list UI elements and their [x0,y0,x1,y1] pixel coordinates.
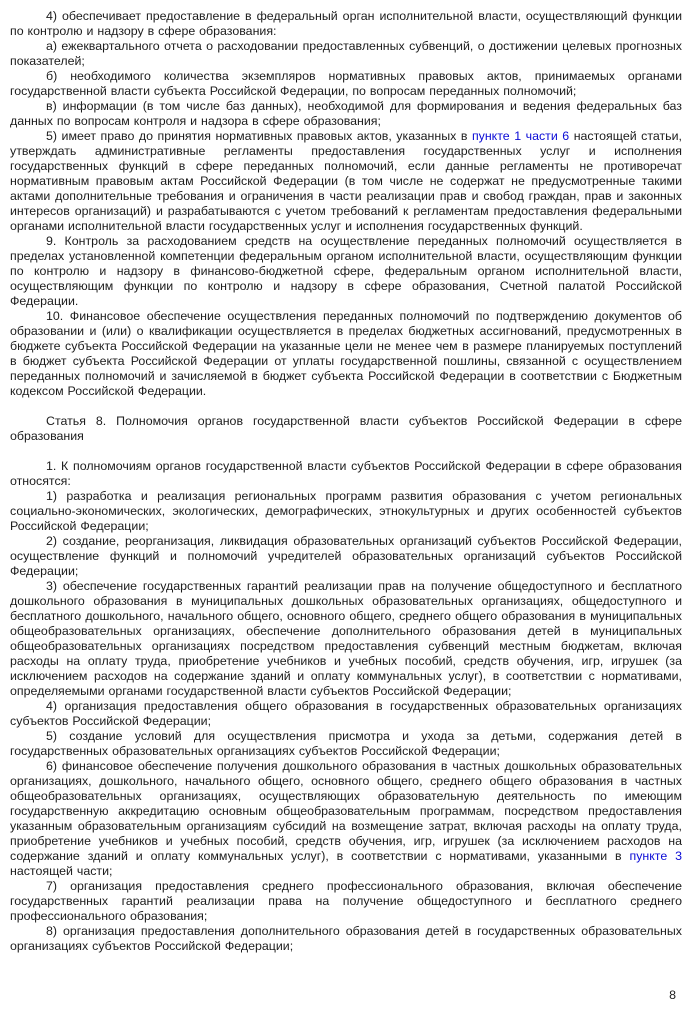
paragraph-text: настоящей части; [10,864,113,878]
paragraph-point-1: 1) разработка и реализация региональных программ развития образования с учетом региональных социально-экономических, экологических, демографических, этнокультурных и других особенностей субъектов Российской Федерации; [10,489,682,533]
paragraph-text: 6) финансовое обеспечение получения дошкольного образования в частных дошкольных образовательных организациях, дошкольного, начального общего, основного общего, среднего общего образования в частных общеобразовательных организациях, осуществляющих образовательную деятельность по имеющим государственную аккредитацию основным общеобразовательным программам, посредством предоставления указанным образовательным организациям субсидий на возмещение затрат, включая расходы на оплату труда, приобретение учебников и учебных пособий, средств обучения, игр, игрушек (за исключением расходов на содержание зданий и оплату коммунальных услуг), в соответствии с нормативами, указанными в [10,759,682,863]
paragraph-subitem-a: а) ежеквартального отчета о расходовании предоставленных субвенций, о достижении целевых прогнозных показателей; [10,39,682,68]
paragraph-subitem-v: в) информации (в том числе баз данных), необходимой для формирования и ведения федеральных баз данных по вопросам контроля и надзора в сфере образования; [10,99,682,128]
paragraph-item-10: 10. Финансовое обеспечение осуществления переданных полномочий по подтверждению документов об образовании и (или) о квалификации осуществляется в пределах бюджетных ассигнований, предусмотренных в бюджете субъекта Российской Федерации на указанные цели не менее чем в размере планируемых поступлений в бюджет субъекта Российской Федерации от уплаты государственной пошлины, связанной с осуществлением переданных полномочий и зачисляемой в бюджет субъекта Российской Федерации в соответствии с Бюджетным кодексом Российской Федерации. [10,309,682,398]
link-punkt-3[interactable]: пункте 3 [629,849,682,863]
paragraph-text: 5) имеет право до принятия нормативных правовых актов, указанных в [46,129,472,143]
paragraph-subitem-b: б) необходимого количества экземпляров нормативных правовых актов, принимаемых органами государственной власти субъекта Российской Федерации, по вопросам переданных полномочий; [10,69,682,98]
paragraph-point-6 [10,759,682,879]
paragraph-point-3: 3) обеспечение государственных гарантий реализации прав на получение общедоступного и бесплатного дошкольного образования в муниципальных дошкольных образовательных организациях, общедоступного и бесплатного дошкольного, начального общего, основного общего, среднего общего образования в муниципальных общеобразовательных организациях, обеспечение дополнительного образования детей в муниципальных общеобразовательных организациях посредством предоставления субвенций местным бюджетам, включая расходы на оплату труда, приобретение учебников и учебных пособий, средств обучения, игр, игрушек (за исключением расходов на содержание зданий и оплату коммунальных услуг), в соответствии с нормативами, определяемыми органами государственной власти субъектов Российской Федерации; [10,579,682,698]
document-page [10,9,682,954]
article-8-heading: Статья 8. Полномочия органов государственной власти субъектов Российской Федерации в сфере образования [10,414,682,443]
paragraph-point-7: 7) организация предоставления среднего профессионального образования, включая обеспечение государственных гарантий реализации права на получение общедоступного и бесплатного среднего профессионального образования; [10,879,682,923]
paragraph-item-9: 9. Контроль за расходованием средств на осуществление переданных полномочий осуществляется в пределах установленной компетенции федеральным органом исполнительной власти, осуществляющим функции по контролю и надзору в финансово-бюджетной сфере, федеральным органом исполнительной власти, осуществляющим функции по контролю и надзору в сфере образования, Счетной палатой Российской Федерации. [10,234,682,308]
paragraph-item-5 [10,129,682,234]
paragraph-point-8: 8) организация предоставления дополнительного образования детей в государственных образовательных организациях субъектов Российской Федерации; [10,924,682,953]
paragraph-point-2: 2) создание, реорганизация, ликвидация образовательных организаций субъектов Российской Федерации, осуществление функций и полномочий учредителей образовательных организаций субъектов Российской Федерации; [10,534,682,578]
link-punkt-1-chast-6[interactable]: пункте 1 части 6 [471,129,570,143]
paragraph-point-4: 4) организация предоставления общего образования в государственных образовательных организациях субъектов Российской Федерации; [10,699,682,728]
paragraph-point-5: 5) создание условий для осуществления присмотра и ухода за детьми, содержания детей в государственных образовательных организациях субъектов Российской Федерации; [10,729,682,758]
paragraph-part-1: 1. К полномочиям органов государственной власти субъектов Российской Федерации в сфере образования относятся: [10,459,682,488]
page-number: 8 [669,988,676,1002]
paragraph-item-4: 4) обеспечивает предоставление в федеральный орган исполнительной власти, осуществляющий функции по контролю и надзору в сфере образования: [10,9,682,38]
paragraph-text: настоящей статьи, утверждать административные регламенты предоставления государственных услуг и исполнения государственных функций в сфере переданных полномочий, если данные регламенты не противоречат нормативным правовым актам Российской Федерации (в том числе не содержат не предусмотренные такими актами дополнительные требования и ограничения в части реализации прав и свобод граждан, прав и законных интересов организаций) и разрабатываются с учетом требований к регламентам предоставления федеральными органами исполнительной власти государственных услуг и исполнения государственных функций. [10,129,682,233]
